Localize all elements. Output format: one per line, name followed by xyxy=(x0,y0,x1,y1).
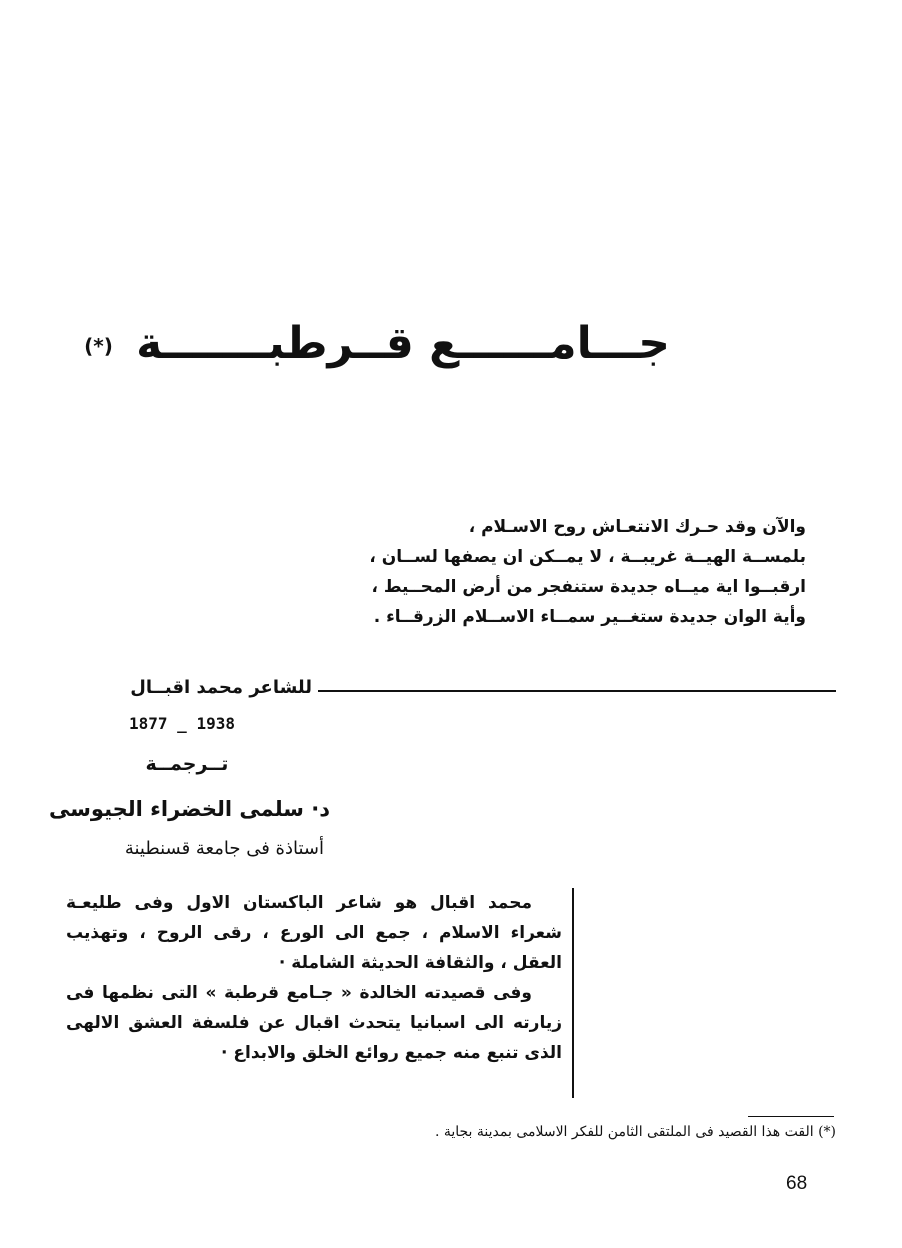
translation-label: تــرجمــة xyxy=(145,753,229,775)
poem-title xyxy=(84,318,670,369)
poem-title-text: جـــامــــــع قــرطبـــــــة xyxy=(136,318,670,369)
translator-affiliation: أستاذة فى جامعة قسنطينة xyxy=(124,838,324,859)
page-number: 68 xyxy=(786,1173,808,1194)
epigraph-line: ارقبــوا اية ميــاه جديدة ستنفجر من أرض المحــيط ، xyxy=(371,577,806,597)
intro-paragraph: محمد اقبال هو شاعر الباكستان الاول وفى طليعـة شعراء الاسلام ، جمع الى الورع ، رقى الروح ، وتهذيب العقل ، والثقافة الحديثة الشاملة · xyxy=(66,893,562,973)
intro-paragraph: وفى قصيدته الخالدة « جـامع قرطبة » التى نظمها فى زيارته الى اسبانيا يتحدث اقبال عن فلسفة العشق الالهى الذى تنبع منه جميع روائع الخلق والابداع · xyxy=(66,983,562,1063)
poet-credit: للشاعر محمد اقبــال xyxy=(130,677,312,698)
epigraph xyxy=(286,512,806,632)
horizontal-rule xyxy=(318,690,836,692)
footnote: (*) القت هذا القصيد فى الملتقى الثامن للفكر الاسلامى بمدينة بجاية . xyxy=(434,1124,836,1140)
epigraph-line: وأية الوان جديدة ستغــير سمــاء الاســلام الزرقــاء . xyxy=(373,607,806,627)
translator-name: د· سلمى الخضراء الجيوسى xyxy=(49,797,330,821)
footnote-marker: (*) xyxy=(84,334,113,358)
epigraph-line: والآن وقد حـرك الانتعـاش روح الاسـلام ، xyxy=(468,517,806,537)
footnote-rule xyxy=(748,1116,834,1117)
introduction-box xyxy=(66,888,574,1098)
epigraph-line: بلمســة الهيــة غريبــة ، لا يمــكن ان يصفها لســان ، xyxy=(369,547,806,567)
poet-years: 1877 _ 1938 xyxy=(129,714,235,733)
